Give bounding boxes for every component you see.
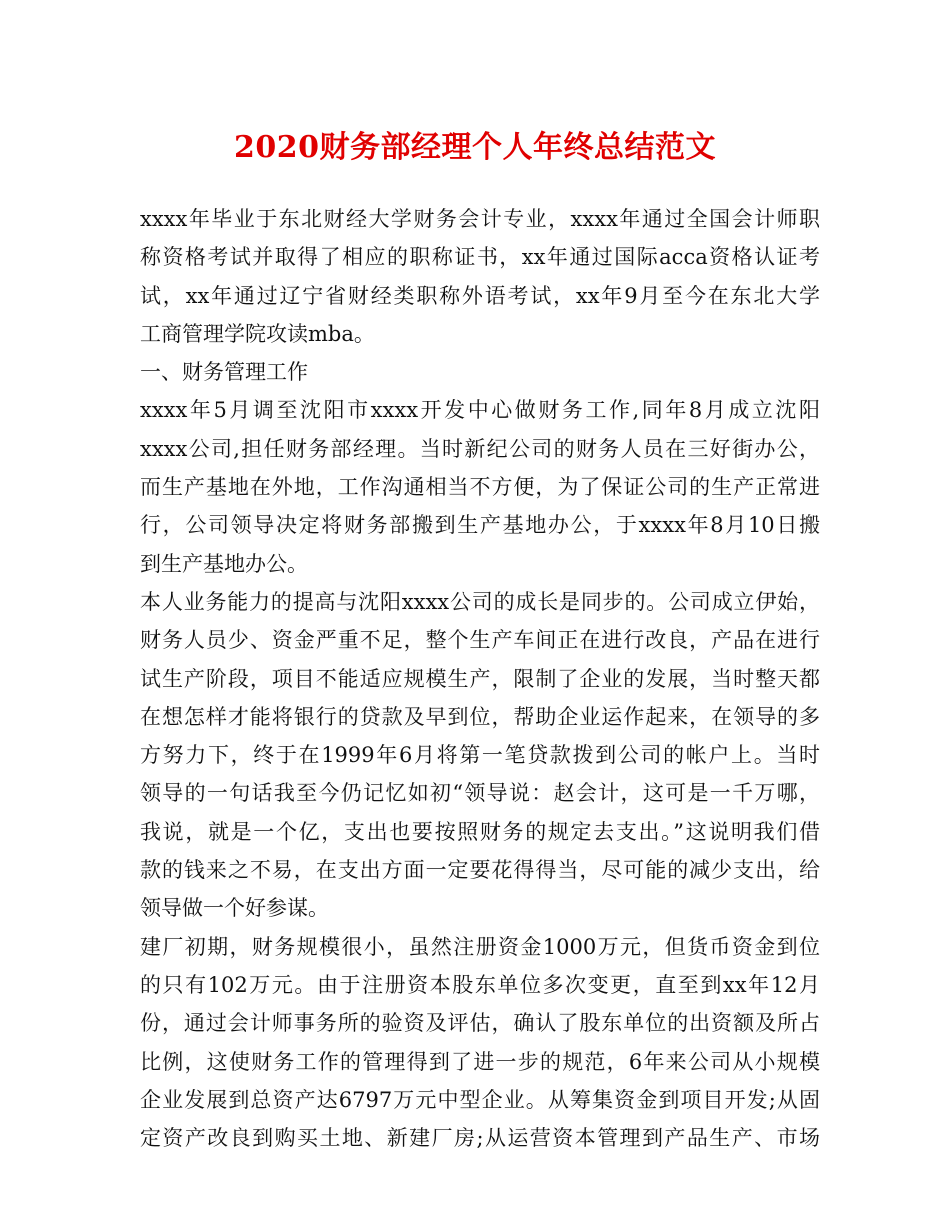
body-line: 的只有102万元。由于注册资本股东单位多次变更，直至到xx年12月 (140, 972, 820, 997)
body-line: 工商管理学院攻读mba。 (140, 321, 375, 346)
body-line: 份，通过会计师事务所的验资及评估，确认了股东单位的出资额及所占 (140, 1011, 820, 1036)
body-line: 建厂初期，财务规模很小，虽然注册资金1000万元，但货币资金到位 (140, 934, 820, 959)
section-heading: 一、财务管理工作 (140, 360, 308, 385)
body-line: 比例，这使财务工作的管理得到了进一步的规范，6年来公司从小规模 (140, 1049, 820, 1074)
body-line: 而生产基地在外地，工作沟通相当不方便，为了保证公司的生产正常进 (140, 475, 820, 500)
body-line: 定资产改良到购买土地、新建厂房;从运营资本管理到产品生产、市场 (140, 1126, 820, 1151)
body-line: xxxx年毕业于东北财经大学财务会计专业，xxxx年通过全国会计师职 (140, 207, 820, 231)
body-line: 企业发展到总资产达6797万元中型企业。从筹集资金到项目开发;从固 (140, 1087, 820, 1112)
body-line: 方努力下，终于在1999年6月将第一笔贷款拨到公司的帐户上。当时 (140, 743, 820, 768)
body-line: 财务人员少、资金严重不足，整个生产车间正在进行改良，产品在进行 (140, 628, 820, 653)
body-line: xxxx年5月调至沈阳市xxxx开发中心做财务工作,同年8月成立沈阳 (140, 398, 820, 423)
body-line: 行，公司领导决定将财务部搬到生产基地办公，于xxxx年8月10日搬 (140, 513, 820, 538)
body-line: xxxx公司,担任财务部经理。当时新纪公司的财务人员在三好街办公， (140, 436, 820, 461)
body-line: 到生产基地办公。 (140, 551, 308, 576)
document-title: 2020财务部经理个人年终总结范文 (234, 130, 716, 165)
body-line: 试，xx年通过辽宁省财经类职称外语考试，xx年9月至今在东北大学 (140, 283, 820, 308)
document-body (140, 200, 820, 1157)
body-line: 试生产阶段，项目不能适应规模生产，限制了企业的发展，当时整天都 (140, 666, 820, 691)
body-line: 领导的一句话我至今仍记忆如初“领导说：赵会计，这可是一千万哪， (140, 781, 820, 806)
body-line: 款的钱来之不易，在支出方面一定要花得得当，尽可能的减少支出，给 (140, 858, 820, 883)
body-line: 本人业务能力的提高与沈阳xxxx公司的成长是同步的。公司成立伊始， (140, 589, 820, 614)
body-line: 称资格考试并取得了相应的职称证书，xx年通过国际acca资格认证考 (140, 245, 820, 270)
body-line: 我说，就是一个亿，支出也要按照财务的规定去支出。”这说明我们借 (140, 819, 820, 844)
body-line: 领导做一个好参谋。 (140, 896, 329, 921)
body-line: 在想怎样才能将银行的贷款及早到位，帮助企业运作起来，在领导的多 (140, 704, 820, 729)
